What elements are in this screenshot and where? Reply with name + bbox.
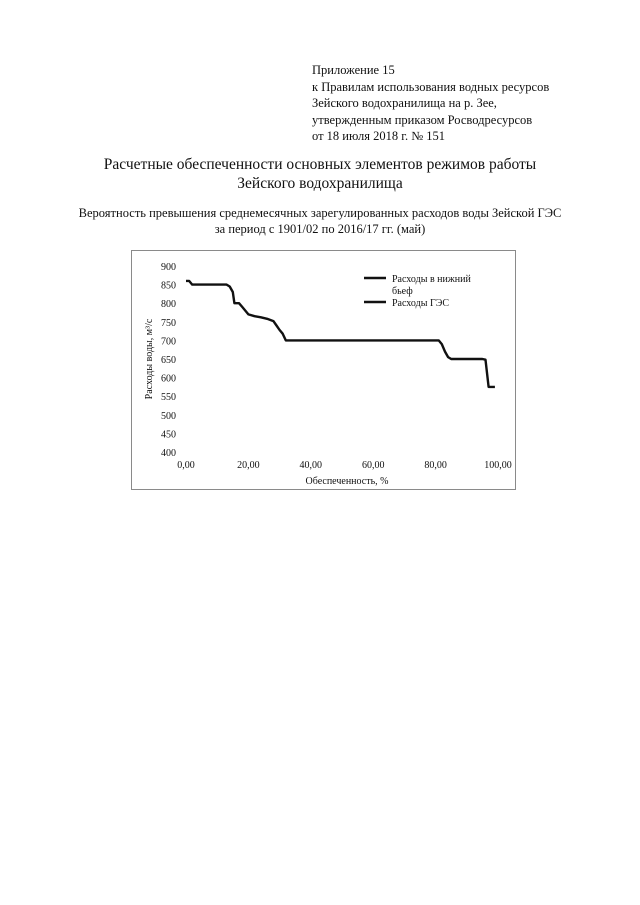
caption-line: за период с 1901/02 по 2016/17 гг. (май) <box>214 221 426 236</box>
y-axis-title: Расходы воды, м³/с <box>144 318 155 400</box>
appendix-line: Приложение 15 <box>312 63 395 77</box>
y-tick-label: 800 <box>161 299 176 311</box>
series-line <box>186 281 495 387</box>
legend-label: Расходы в нижний бьеф <box>392 274 471 297</box>
y-tick-label: 750 <box>161 317 176 329</box>
x-tick-label: 20,00 <box>237 460 260 471</box>
y-tick-label: 550 <box>161 392 176 404</box>
x-axis-title: Обеспеченность, % <box>305 476 389 487</box>
x-tick-label: 40,00 <box>299 460 323 471</box>
appendix-line: к Правилам использования водных ресурсов <box>312 79 550 94</box>
y-tick-label: 700 <box>161 336 176 348</box>
legend-label: Расходы ГЭС <box>392 298 449 309</box>
appendix-line: Зейского водохранилища на р. Зее, <box>312 96 497 110</box>
y-tick-label: 850 <box>161 280 176 292</box>
appendix-line: утвержденным приказом Росводресурсов <box>312 112 533 127</box>
title-line: Расчетные обеспеченности основных элементов режимов работы <box>103 156 537 173</box>
x-tick-label: 60,00 <box>361 460 385 471</box>
x-tick-label: 0,00 <box>177 460 195 471</box>
y-tick-label: 600 <box>161 373 176 385</box>
caption-line: Вероятность превышения среднемесячных зарегулированных расходов воды Зейской ГЭС <box>78 206 562 220</box>
appendix-line: от 18 июля 2018 г. № 151 <box>312 129 446 143</box>
y-tick-label: 400 <box>161 448 176 459</box>
y-tick-label: 650 <box>161 355 176 366</box>
y-tick-label: 450 <box>161 429 176 441</box>
y-tick-label: 500 <box>161 410 176 422</box>
y-tick-label: 900 <box>161 262 176 273</box>
x-tick-label: 80,00 <box>424 460 447 471</box>
title-line: Зейского водохранилища <box>237 175 403 192</box>
x-tick-label: 100,00 <box>484 460 512 471</box>
